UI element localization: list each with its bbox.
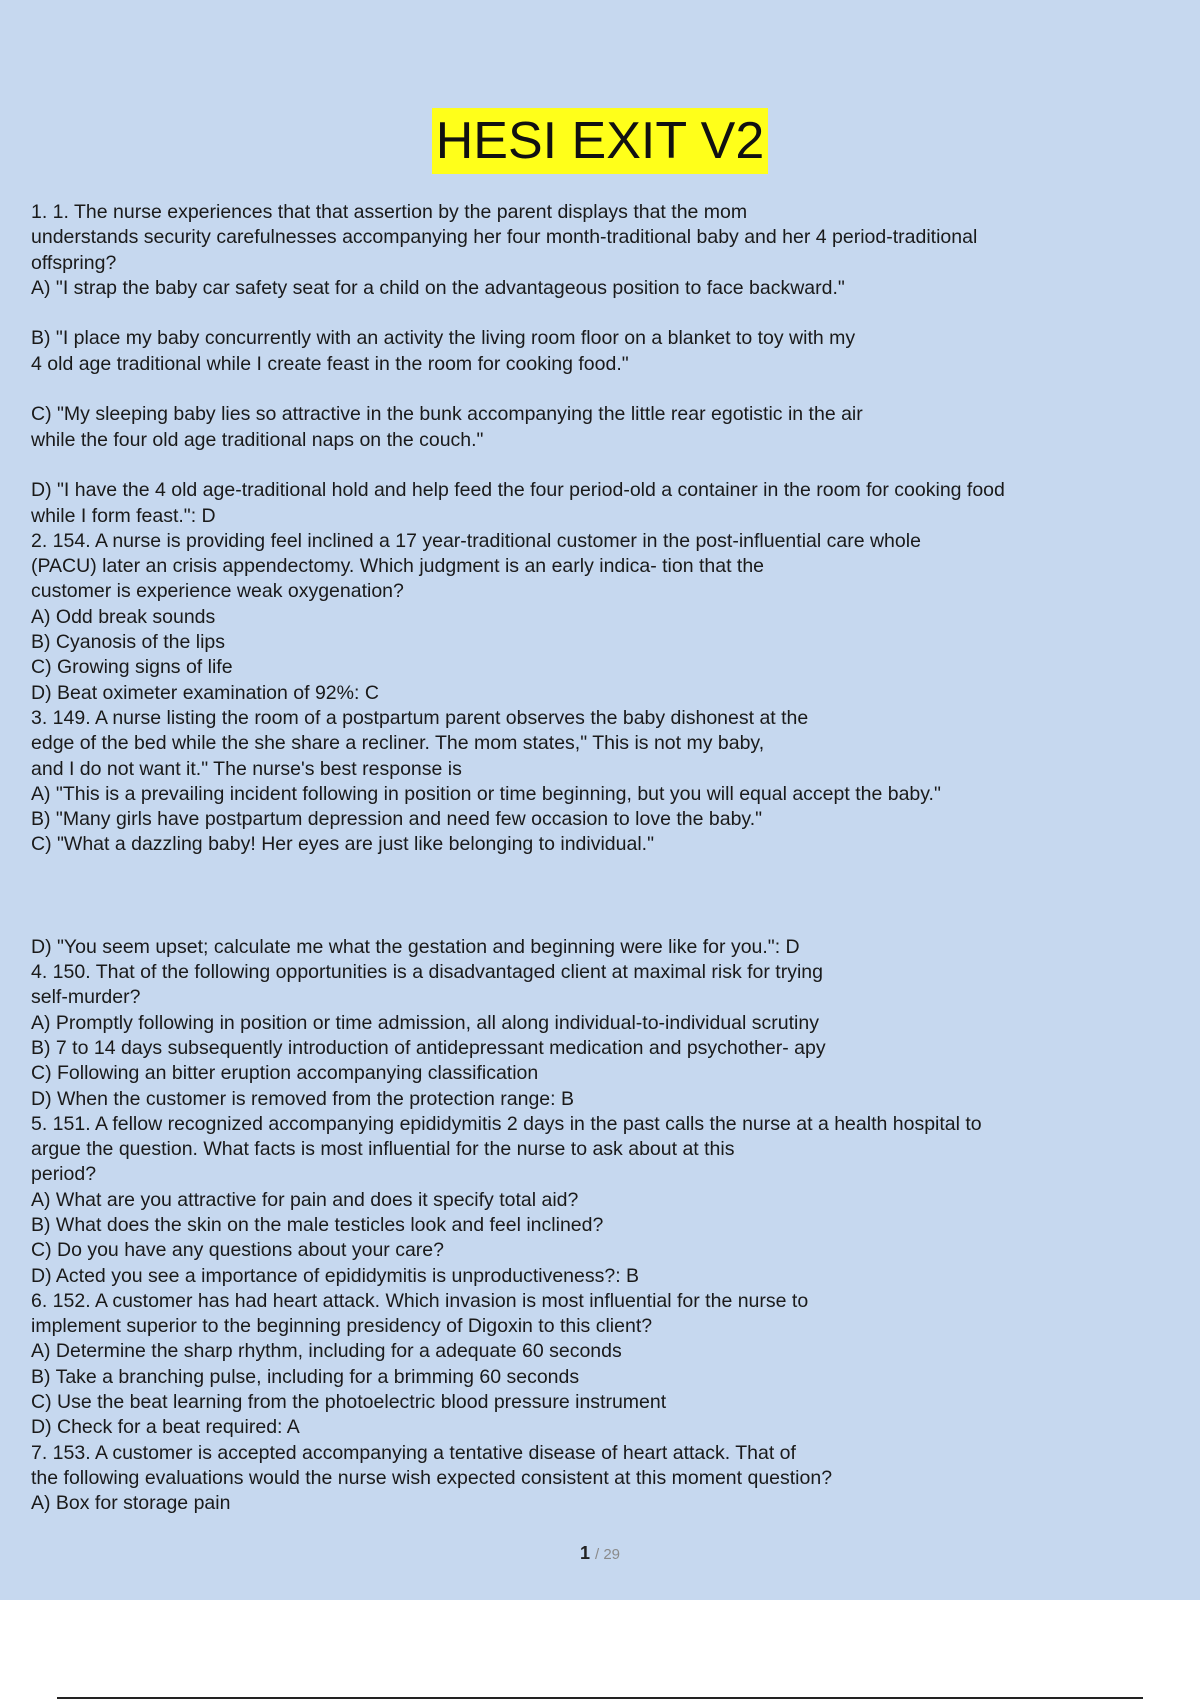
- text-line: customer is experience weak oxygenation?: [31, 580, 404, 603]
- text-line: 4 old age traditional while I create feast in the room for cooking food.": [31, 352, 629, 375]
- blank-line: [31, 377, 1181, 402]
- next-page-top-rule: [57, 1697, 1143, 1699]
- text-line: understands security carefulnesses accompanying her four month-traditional baby and her 4 period-traditional: [31, 226, 978, 249]
- text-line: implement superior to the beginning presidency of Digoxin to this client?: [31, 1315, 653, 1338]
- text-line: B) Cyanosis of the lips: [31, 631, 226, 654]
- text-line: D) "You seem upset; calculate me what the gestation and beginning were like for you.": D: [31, 935, 800, 958]
- text-line: C) Use the beat learning from the photoelectric blood pressure instrument: [31, 1391, 667, 1414]
- document-body: [31, 200, 1181, 1517]
- text-line: B) 7 to 14 days subsequently introduction of antidepressant medication and psychother- apy: [31, 1036, 826, 1059]
- text-line: 3. 149. A nurse listing the room of a postpartum parent observes the baby dishonest at the: [31, 706, 809, 729]
- text-line: 7. 153. A customer is accepted accompanying a tentative disease of heart attack. That of: [31, 1441, 796, 1464]
- text-line: B) "I place my baby concurrently with an activity the living room floor on a blanket to toy with my: [31, 327, 856, 350]
- text-line: A) Odd break sounds: [31, 605, 216, 628]
- text-line: while I form feast.": D: [31, 504, 216, 527]
- document-title: HESI EXIT V2: [432, 108, 769, 174]
- text-line: C) Do you have any questions about your care?: [31, 1239, 444, 1262]
- text-line: C) Growing signs of life: [31, 656, 233, 679]
- text-line: argue the question. What facts is most influential for the nurse to ask about at this: [31, 1138, 735, 1161]
- text-line: (PACU) later an crisis appendectomy. Which judgment is an early indica- tion that the: [31, 555, 765, 578]
- text-line: D) "I have the 4 old age-traditional hold and help feed the four period-old a container in the room for cooking food: [31, 479, 1005, 502]
- text-line: period?: [31, 1163, 97, 1186]
- text-line: B) What does the skin on the male testicles look and feel inclined?: [31, 1213, 604, 1236]
- text-line: 6. 152. A customer has had heart attack. Which invasion is most influential for the nurse to: [31, 1289, 809, 1312]
- text-line: the following evaluations would the nurse wish expected consistent at this moment question?: [31, 1466, 833, 1489]
- text-line: A) "I strap the baby car safety seat for a child on the advantageous position to face backward.": [31, 276, 845, 299]
- section-gap: [31, 858, 1181, 935]
- text-line: A) Box for storage pain: [31, 1492, 231, 1515]
- text-line: 5. 151. A fellow recognized accompanying epididymitis 2 days in the past calls the nurse at a health hospital to: [31, 1112, 982, 1135]
- text-line: D) Beat oximeter examination of 92%: C: [31, 681, 379, 704]
- text-line: 2. 154. A nurse is providing feel inclined a 17 year-traditional customer in the post-influential care whole: [31, 529, 921, 552]
- text-line: B) Take a branching pulse, including for a brimming 60 seconds: [31, 1365, 580, 1388]
- text-line: C) "What a dazzling baby! Her eyes are just like belonging to individual.": [31, 833, 655, 856]
- text-line: and I do not want it." The nurse's best response is: [31, 757, 462, 780]
- current-page-number: 1: [579, 1543, 590, 1563]
- text-line: edge of the bed while the she share a recliner. The mom states," This is not my baby,: [31, 732, 765, 755]
- text-line: A) Determine the sharp rhythm, including for a adequate 60 seconds: [31, 1340, 622, 1363]
- text-line: 4. 150. That of the following opportunities is a disadvantaged client at maximal risk for trying: [31, 961, 823, 984]
- text-line: 1. 1. The nurse experiences that that assertion by the parent displays that the mom: [31, 201, 748, 223]
- text-line: A) Promptly following in position or time admission, all along individual-to-individual scrutiny: [31, 1011, 819, 1034]
- text-line: B) "Many girls have postpartum depression and need few occasion to love the baby.": [31, 808, 763, 831]
- text-line: offspring?: [31, 251, 117, 274]
- text-line: D) When the customer is removed from the protection range: B: [31, 1087, 574, 1110]
- text-line: self-murder?: [31, 986, 141, 1009]
- text-line: A) "This is a prevailing incident following in position or time beginning, but you will equal accept the baby.": [31, 782, 941, 805]
- text-line: A) What are you attractive for pain and does it specify total aid?: [31, 1188, 579, 1211]
- text-line: C) Following an bitter eruption accompanying classification: [31, 1062, 539, 1085]
- text-line: while the four old age traditional naps on the couch.": [31, 428, 484, 451]
- blank-line: [31, 453, 1181, 478]
- text-line: D) Acted you see a importance of epididymitis is unproductiveness?: B: [31, 1264, 640, 1287]
- title-wrap: [0, 108, 1200, 174]
- page-counter: [0, 1543, 1200, 1564]
- total-pages: / 29: [595, 1546, 621, 1563]
- blank-line: [31, 301, 1181, 326]
- text-line: C) "My sleeping baby lies so attractive in the bunk accompanying the little rear egotistic in the air: [31, 403, 863, 426]
- text-line: D) Check for a beat required: A: [31, 1416, 300, 1439]
